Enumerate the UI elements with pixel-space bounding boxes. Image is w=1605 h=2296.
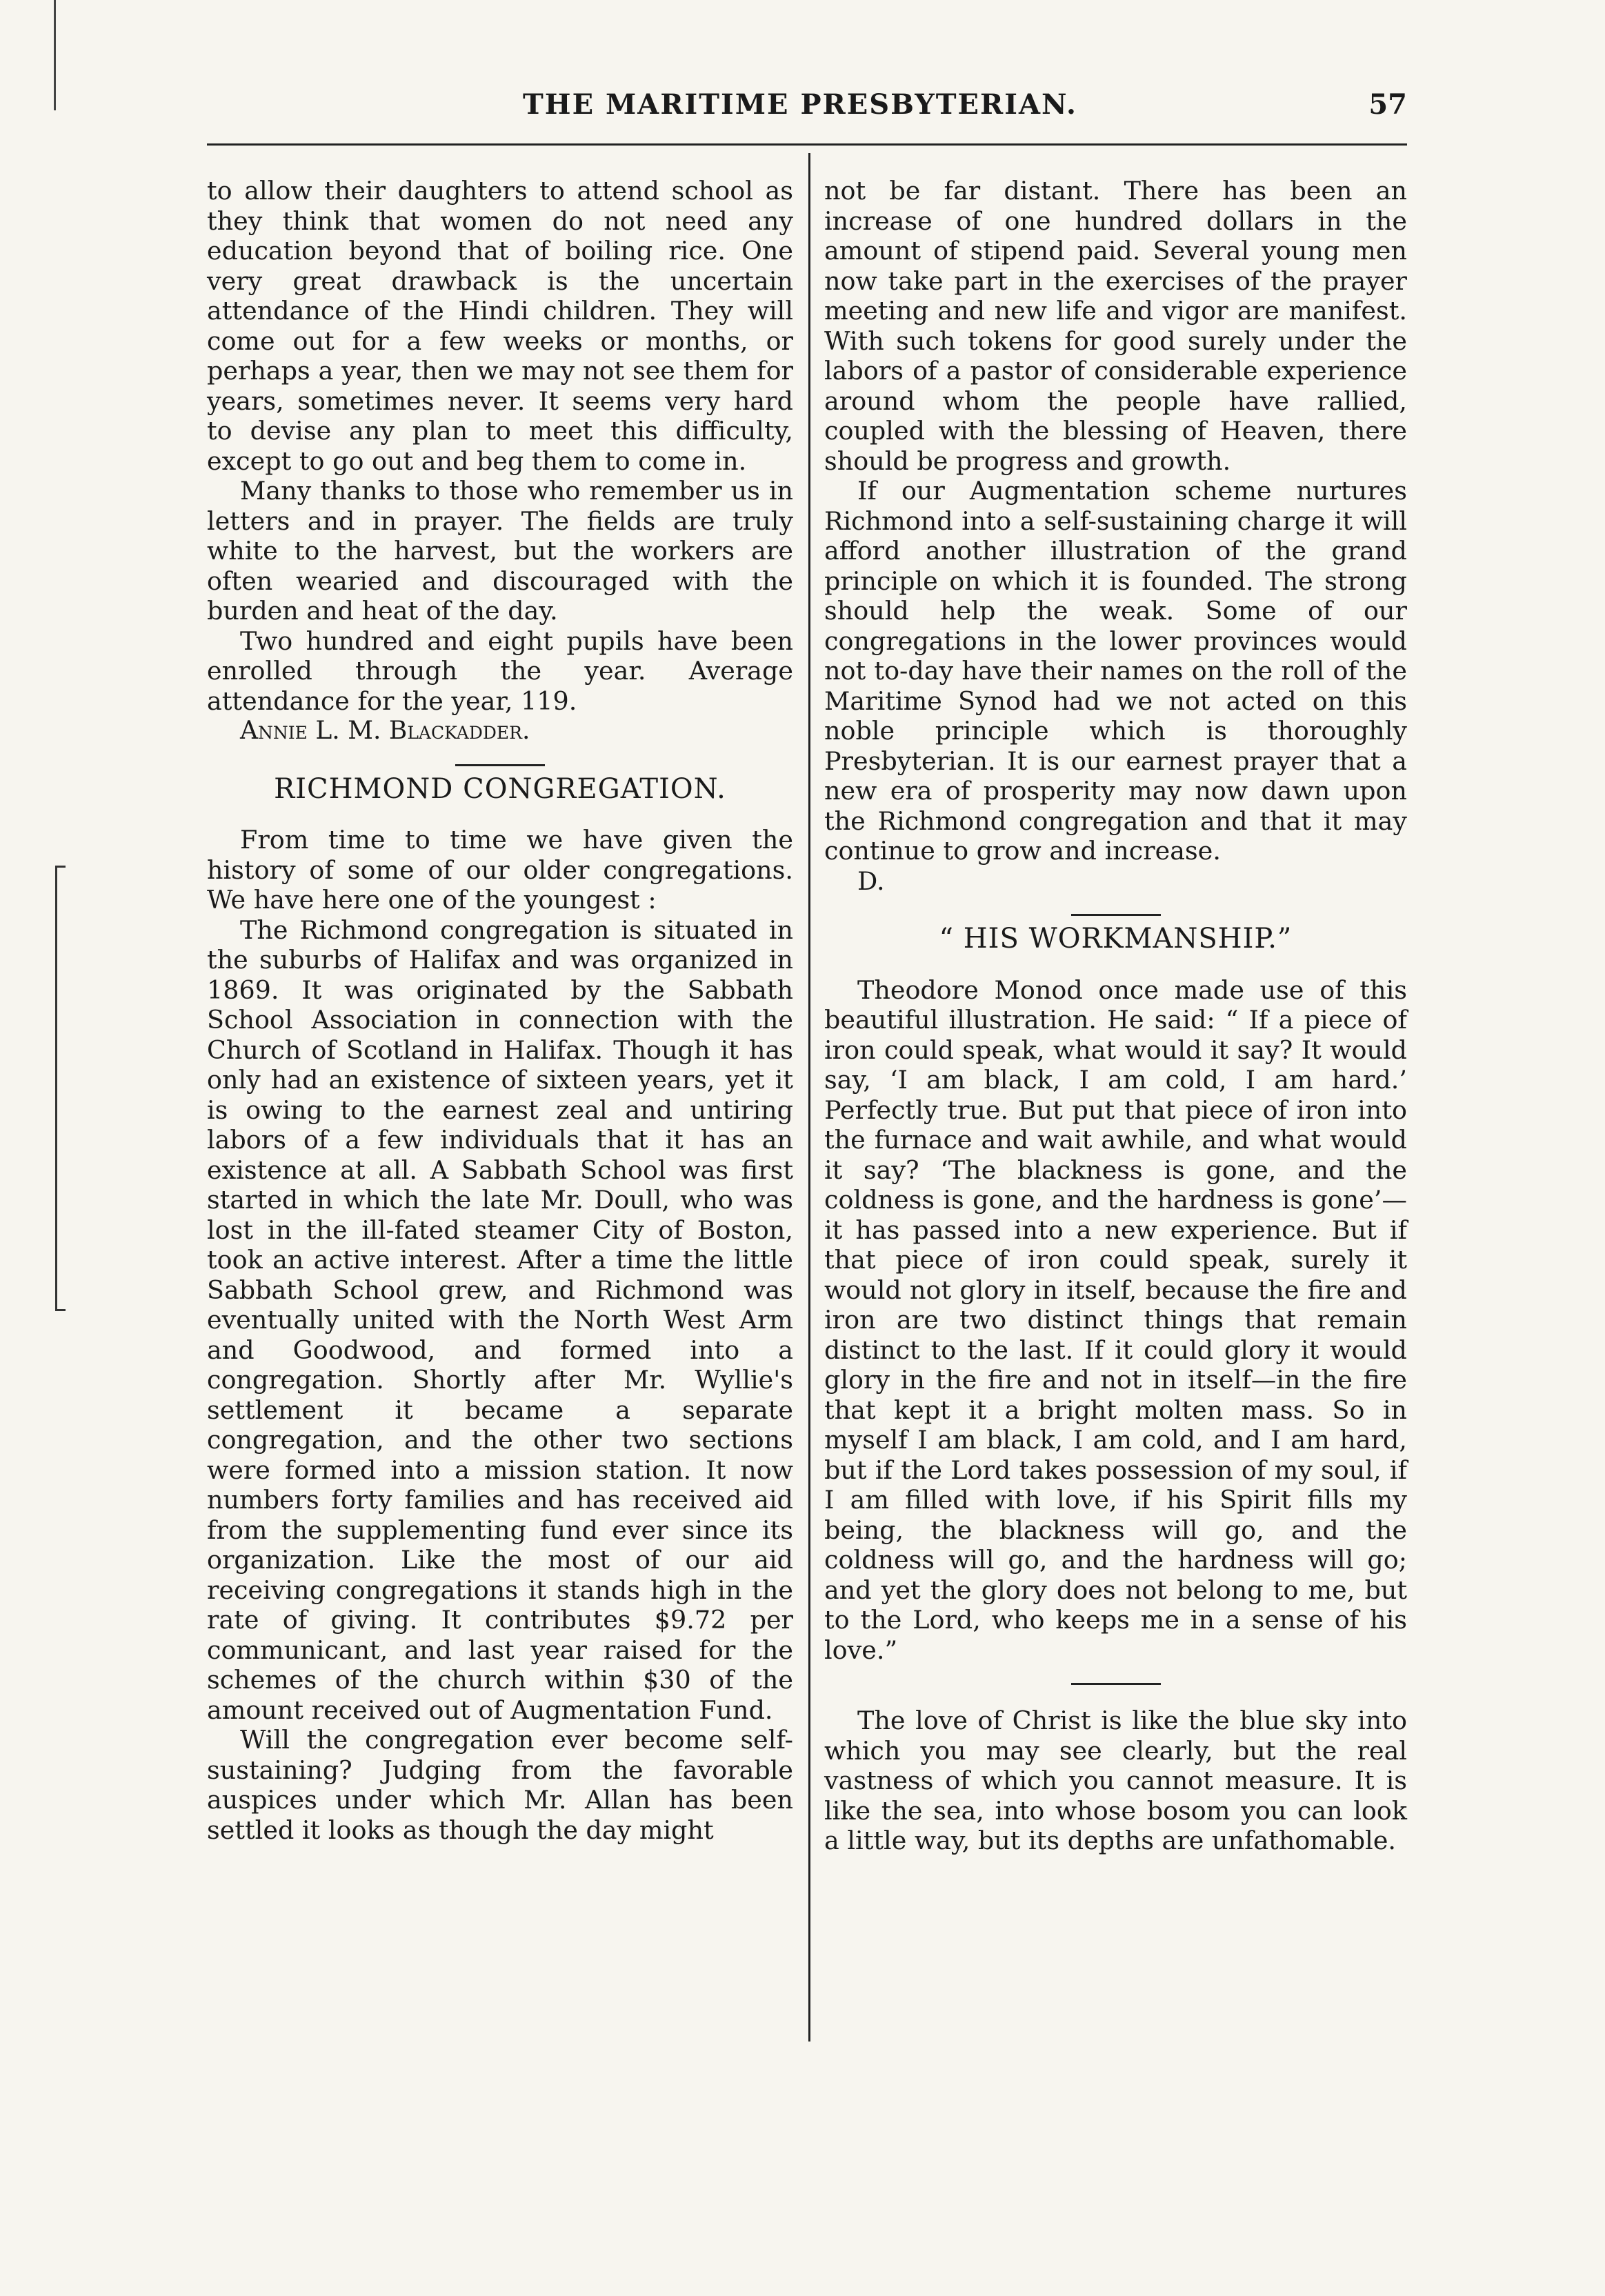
paragraph: Will the congregation ever become self-sustaining? Judging from the favorable auspices under which Mr. Allan has been settled it looks as though the day might <box>207 1725 793 1845</box>
section-rule <box>455 764 545 766</box>
paragraph: Two hundred and eight pupils have been enrolled through the year. Average attendance for the year, 119. <box>207 626 793 716</box>
paragraph: The Richmond congregation is situated in the suburbs of Halifax and was organized in 1869. It was originated by the Sabbath School Association in connection with the Church of Scotland in Halifax. Though it has only had an existence of sixteen years, yet it is owing to the earnest zeal and untiring labors of a few individuals that it has an existence at all. A Sabbath School was first started in which the late Mr. Doull, who was lost in the ill-fated steamer City of Boston, took an active interest. After a time the little Sabbath School grew, and Richmond was eventually united with the North West Arm and Goodwood, and formed into a congregation. Shortly after Mr. Wyllie's settlement it became a separate congregation, and the other two sections were formed into a mission station. It now numbers forty families and has received aid from the supplementing fund ever since its organization. Like the most of our aid receiving congregations it stands high in the rate of giving. It contributes $9.72 per communicant, and last year raised for the schemes of the church within $30 of the amount received out of Augmentation Fund. <box>207 915 793 1725</box>
running-header <box>207 88 1407 130</box>
margin-pencil-line <box>54 0 56 110</box>
right-column <box>824 176 1407 1856</box>
section-rule <box>1071 914 1161 916</box>
paragraph: to allow their daughters to attend school as they think that women do not need any education beyond that of boiling rice. One very great drawback is the uncertain attendance of the Hindi children. They will come out for a few weeks or months, or perhaps a year, then we may not see them for years, sometimes never. It seems very hard to devise any plan to meet this difficulty, except to go out and beg them to come in. <box>207 176 793 476</box>
paragraph: Theodore Monod once made use of this beautiful illustration. He said: “ If a piece of iron could speak, what would it say? It would say, ‘I am black, I am cold, I am hard.’ Perfectly true. But put that piece of iron into the furnace and wait awhile, and what would it say? ‘The blackness is gone, and the coldness is gone, and the hardness is gone’—it has passed into a new experience. But if that piece of iron could speak, surely it would not glory in itself, because the fire and iron are two distinct things that remain distinct to the last. If it could glory it would glory in the fire and not in itself—in the fire that kept it a bright molten mass. So in myself I am black, I am cold, and I am hard, but if the Lord takes possession of my soul, if I am filled with love, if his Spirit fills my being, the blackness will go, and the coldness will go, and the hardness will go; and yet the glory does not belong to me, but to the Lord, who keeps me in a sense of his love.” <box>824 975 1407 1665</box>
paragraph: If our Augmentation scheme nurtures Richmond into a self-sustaining charge it will afford another illustration of the grand principle on which it is founded. The strong should help the weak. Some of our congregations in the lower provinces would not to-day have their names on the roll of the Maritime Synod had we not acted on this noble principle which is thoroughly Presbyterian. It is our earnest prayer that a new era of prosperity may now dawn upon the Richmond congregation and that it may continue to grow and increase. <box>824 476 1407 866</box>
column-divider <box>808 153 810 2042</box>
paragraph: Many thanks to those who remember us in letters and in prayer. The fields are truly white to the harvest, but the workers are often wearied and discouraged with the burden and heat of the day. <box>207 476 793 626</box>
left-column <box>207 176 793 1845</box>
page-number: 57 <box>1368 88 1407 121</box>
paragraph: The love of Christ is like the blue sky into which you may see clearly, but the real vastness of which you cannot measure. It is like the sea, into whose bosom you can look a little way, but its depths are unfathomable. <box>824 1706 1407 1855</box>
signature: Annie L. M. Blackadder. <box>240 717 530 745</box>
spacer <box>824 1693 1407 1706</box>
margin-bracket-mark <box>55 866 66 1311</box>
spacer <box>207 804 793 825</box>
section-rule <box>1071 1683 1161 1685</box>
signature: D. <box>857 866 885 896</box>
header-rule <box>207 143 1407 146</box>
section-title: RICHMOND CONGREGATION. <box>274 772 726 805</box>
section-title: “ HIS WORKMANSHIP.” <box>939 923 1293 955</box>
paragraph: From time to time we have given the history of some of our older congregations. We have here one of the youngest : <box>207 825 793 915</box>
spacer <box>824 955 1407 975</box>
journal-title: THE MARITIME PRESBYTERIAN. <box>523 88 1077 121</box>
paragraph: not be far distant. There has been an increase of one hundred dollars in the amount of stipend paid. Several young men now take part in the exercises of the prayer meeting and new life and vigor are manifest. With such tokens for good surely under the labors of a pastor of considerable experience around whom the people have rallied, coupled with the blessing of Heaven, there should be progress and growth. <box>824 176 1407 476</box>
